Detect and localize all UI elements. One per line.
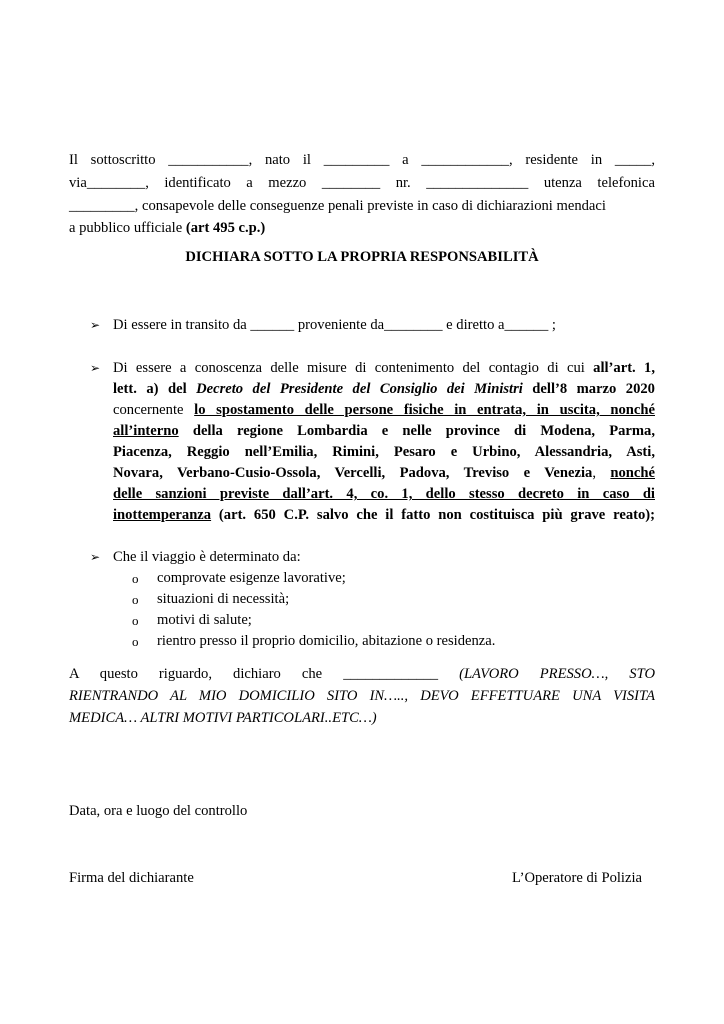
reason-item: rientro presso il proprio domicilio, abitazione o residenza. <box>157 633 496 649</box>
intro-line-1: Il sottoscritto ___________, nato il _________ a ____________, residente in _____, <box>69 152 656 168</box>
arrow-bullet-icon: ➢ <box>90 318 101 332</box>
transit-statement: Di essere in transito da ______ proveniente da________ e diretto a______ ; <box>113 317 556 333</box>
awareness-line-5: Piacenza, Reggio nell’Emilia, Rimini, Pesaro e Urbino, Alessandria, Asti, <box>113 444 655 460</box>
intro-line-3: _________, consapevole delle conseguenze penali previste in caso di dichiarazioni mendaci <box>69 198 606 214</box>
awareness-line-2: lett. a) del Decreto del Presidente del Consiglio dei Ministri dell’8 marzo 2020 <box>113 381 655 397</box>
control-date-place-label: Data, ora e luogo del controllo <box>69 803 248 819</box>
police-officer-label: L’Operatore di Polizia <box>512 870 642 886</box>
decree-title: Decreto del Presidente del Consiglio dei Ministri <box>196 381 523 397</box>
intro-line-4: a pubblico ufficiale (art 495 c.p.) <box>69 220 266 236</box>
reason-item: comprovate esigenze lavorative; <box>157 570 346 586</box>
declaration-heading: DICHIARA SOTTO LA PROPRIA RESPONSABILITÀ <box>185 249 539 265</box>
circle-bullet-icon: o <box>132 613 139 628</box>
awareness-line-1: Di essere a conoscenza delle misure di contenimento del contagio di cui all’art. 1, <box>113 360 655 376</box>
reason-item: motivi di salute; <box>157 612 252 628</box>
awareness-line-4: all’interno della regione Lombardia e nelle province di Modena, Parma, <box>113 423 655 439</box>
arrow-bullet-icon: ➢ <box>90 550 101 564</box>
awareness-line-7: delle sanzioni previste dall’art. 4, co. 1, dello stesso decreto in caso di <box>113 486 655 502</box>
travel-reason-intro: Che il viaggio è determinato da: <box>113 549 301 565</box>
legal-reference: (art 495 c.p.) <box>185 220 266 236</box>
awareness-line-3: concernente lo spostamento delle persone fisiche in entrata, in uscita, nonché <box>113 402 655 418</box>
declarant-signature-label: Firma del dichiarante <box>69 870 194 886</box>
arrow-bullet-icon: ➢ <box>90 361 101 375</box>
circle-bullet-icon: o <box>132 634 139 649</box>
awareness-line-8: inottemperanza (art. 650 C.P. salvo che il fatto non costituisca più grave reato); <box>113 507 655 523</box>
circle-bullet-icon: o <box>132 592 139 607</box>
intro-line-2: via________, identificato a mezzo ________ nr. ______________ utenza telefonica <box>69 175 655 191</box>
reason-item: situazioni di necessità; <box>157 591 290 607</box>
statement-line-3: MEDICA… ALTRI MOTIVI PARTICOLARI..ETC…) <box>69 710 377 726</box>
awareness-line-6: Novara, Verbano-Cusio-Ossola, Vercelli, Padova, Treviso e Venezia, nonché <box>113 465 655 481</box>
circle-bullet-icon: o <box>132 571 139 586</box>
statement-line-1: A questo riguardo, dichiaro che _____________ (LAVORO PRESSO…, STO <box>69 666 655 682</box>
statement-line-2: RIENTRANDO AL MIO DOMICILIO SITO IN….., DEVO EFFETTUARE UNA VISITA <box>69 688 655 704</box>
